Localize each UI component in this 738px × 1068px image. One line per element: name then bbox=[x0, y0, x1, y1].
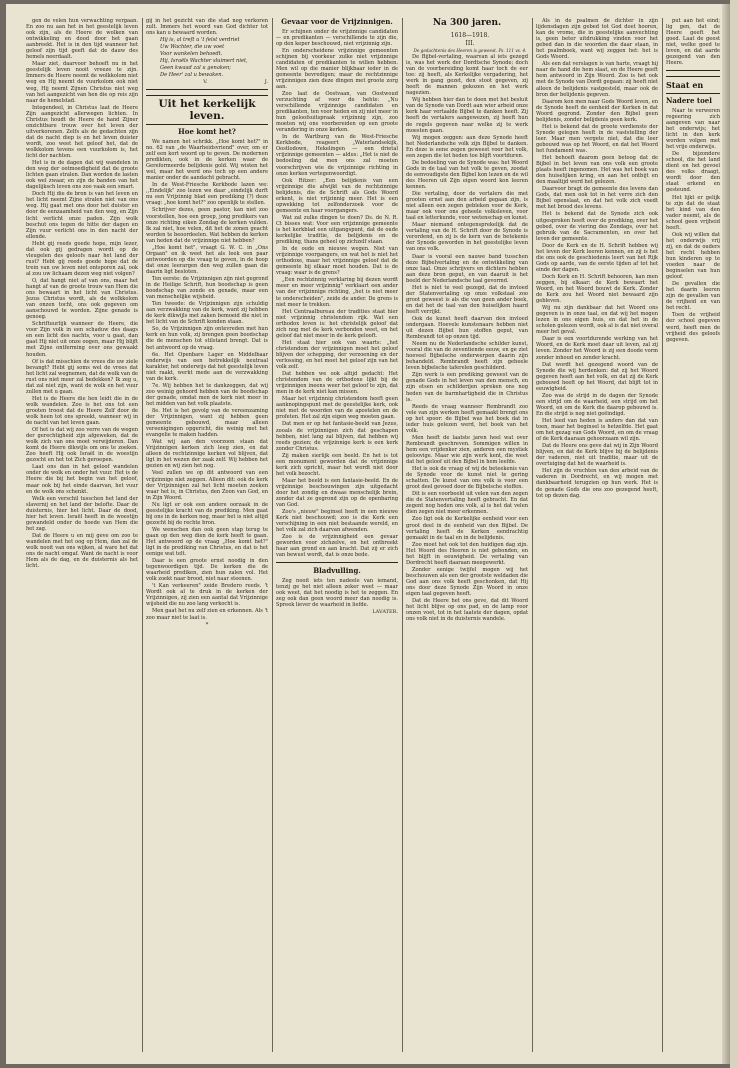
article-title-gevaar: Gevaar voor de Vrijzinnigen. bbox=[281, 18, 393, 26]
paragraph: 8e. Het is het gevolg van de vereenzaming der Vrijzinnigen, want zij hebben geen gemeente gebouwd, maar alleen vereenigingen opgericht, die weinig met het evangelie te maken hadden. bbox=[146, 407, 268, 439]
paragraph: In de Wartburg van de West-Friesche Kerkbode, reageert „Waterlandsekijk, Oostlodown, Hekelingen — een drietal vrijzinnige gemeenten — aldus: „Het is niet de bedoeling dat men ons zal moeten voorschrijven wie de vrijzinnige richting in onze kerken vertegenwoordigt. bbox=[276, 134, 398, 177]
paragraph: Dat de Heere u en mij geve om zoo te wandelen met het oog op Hem, dan zal de wolk nooit van ons wijken, al ware het dat ons de nacht omgaf. Want de nacht is voor Hem als de dag, en de duisternis als het licht. bbox=[26, 532, 138, 570]
paragraph: Dat de Heere ons geve dat wij in Zijn Woord blijven, en dat de Kerk blijve bij de belijdenis der vaderen, niet uit traditie, maar uit de overtuiging dat het de waarheid is. bbox=[536, 443, 658, 468]
intro-paragraph: gij in het gezicht van die stad nog verkoren zult. Immers het woord van God dichter tot ons kan u bewaard worden. bbox=[146, 18, 268, 37]
paragraph: put aan het eind; lig gen, dat de Heere geeft het goed. Laat de geest niet, welke goed te leven, en dat aarde gezegend van den Heere. bbox=[666, 18, 720, 67]
paragraph: Doch Kerk en H. Schrift behooren, kan men zeggen, bij elkaar; de Kerk bewaart het Woord, en het Woord bouwt de Kerk. Zonder de Kerk zou het Woord niet bewaard zijn gebleven. bbox=[536, 273, 658, 305]
paragraph: Toen de vrijheid der school gegeven werd, heeft men de vrijheid des geloofs gegeven. bbox=[666, 312, 720, 343]
paragraph: Wij nu zijn dankbaar dat het Woord ons gegeven is in onze taal, en dat wij het mogen lezen in ons eigen huis, en dat het in de scholen gelezen wordt, ook al is dat niet overal meer het geval. bbox=[536, 305, 658, 336]
column-6 bbox=[666, 18, 720, 1052]
paragraph: Welk een verschil tusschen het land der slavernij en het land der belofte. Daar de duisternis, hier het licht. Daar de dood, hier het leven. Israël heeft in de woestijn gewandeld onder de hoede van Hem die het zag. bbox=[26, 495, 138, 532]
paragraph: Dat wordt het gezegend woord van de Synode die wij herdenken: dat zij het Woord gegeven heeft aan het volk, en dat zij de Kerk gebouwd heeft op het Woord, dat blijft tot in eeuwigheid. bbox=[536, 361, 658, 392]
article-title-hoe-komt-het: Hoe komt het? bbox=[178, 127, 236, 137]
paragraph: Het is in de dagen dat wij wandelen in den weg der ootmoedigheid dat de groote lichten gaan stralen. Dan worden de lasten ook wel zwaar, en zijn de banden van het dagelijksch leven ons zoo vaak een smart. bbox=[26, 160, 138, 191]
paragraph: Hebt gij reeds goede hope, mijn lezer, dat ook gij gedragen wordt op de vleugelen des geloofs naar het land der rust? Hebt gij reeds goede hope dat de trein van uw leven niet ontsporen zal, ook al zou uw lichaam dezen weg niet volgen? bbox=[26, 240, 138, 277]
paragraph: Neem nu de Nederlandsche schilder kunst, vooral die van de zeventiende eeuw, en ge ziet hoeveel Bijbelsche onderwerpen daarin zijn behandeld. Rembrandt heeft zijn geheele leven bijbelsche taferelen geschilderd. bbox=[406, 341, 528, 372]
article-title-na-300-jaren: Na 300 jaren. bbox=[432, 18, 502, 28]
paragraph: Hij, Israëls Wachter sluimert niet, bbox=[160, 58, 248, 65]
paragraph: Men heeft de laatste jaren heel wat over Rembrandt geschreven. Sommigen willen in hem een vrijdenker zien, anderen een mystiek geloovige. Maar wie zijn werk kent, die weet dat het geloof uit den Bijbel in hem leefde. bbox=[406, 434, 528, 466]
paragraph: Door de Kerk en de H. Schrift hebben wij het leven der Kerk leeren kennen, en zij is het die ons ook de geschiedenis leert van het Rijk Gods op aarde, van de eerste tijden af tot het einde der dagen. bbox=[536, 242, 658, 273]
article-title-bladvulling: Bladvulling. bbox=[313, 566, 361, 576]
paragraph: Integendeel, in Christus laat de Heere Zijn aangezicht allerwegen lichten. In Christus houdt de Heere de hand Zijner onzichtbare trouw over het leven der uitverkorenen. Zelfs als de gedachten zijn dat de nacht diep is en het leven duister wordt, zoo weet het geloof het, dat de wolkkolom tevens een vuurkolom is, het licht der nachten. bbox=[26, 104, 138, 160]
paragraph: Daar is een groote ernst noodig in den tegenwoordigen tijd. De kerken die de waarheid prediken, zien hun zalen vol. Het volk zoekt naar brood, niet naar steenen. bbox=[146, 558, 268, 583]
column-5 bbox=[536, 18, 658, 1052]
article-title-nadere: Nadere toel bbox=[666, 96, 712, 106]
column-rule bbox=[532, 18, 533, 1052]
paragraph: De Heer' zal u bewaken. bbox=[160, 72, 224, 79]
section-title-staat: Staat en bbox=[666, 76, 720, 94]
paragraph: Men gaat het nu zelf zien en erkennen. Als 't zoo maar niet te laat is. bbox=[146, 608, 268, 621]
next-page-edge bbox=[730, 0, 738, 1068]
paragraph: Reeds de vraag wanneer Rembrandt zoo vele van zijn werken heeft gemaakt brengt ons op het spoor: de Bijbel was het boek dat in ieder huis gelezen werd, het boek van het volk. bbox=[406, 403, 528, 434]
column-2-text bbox=[146, 139, 268, 621]
paragraph: Veel zullen we op dit antwoord van een vrijzinnige niet zeggen. Alleen dit: ook de kerk der Vrijzinnigen zal het licht moeten zoeken waar het is, in Christus, den Zoon van God, en in Zijn Woord. bbox=[146, 470, 268, 501]
paragraph: Daarom kon men naar Gods Woord leven, en de Synode heeft de eenheid der Kerken in dat Woord gegrond. Zonder den Bijbel geen belijdenis, zonder belijdenis geen kerk. bbox=[536, 98, 658, 123]
column-3 bbox=[276, 18, 398, 1052]
paragraph: Het is ook de vraag of wij de beteekenis van de Synode voor de kunst niet te gering schatten. De kunst van ons volk is voor een groot deel gevoed door de Bijbelsche stoffen. bbox=[406, 466, 528, 491]
paragraph: Schriftuurlijk wanneer de Heere, die voor Zijn volk in een schaduw des daags en een licht des nachts, voor u gaat, dan gaat Hij niet uit onze oogen, maar Hij blijft met Zijne ontferming over ons gewaakt houden. bbox=[26, 321, 138, 358]
column-rule bbox=[142, 18, 143, 1052]
paragraph: Als in de psalmen de dichter in zijn lijdensdagen zijn gebed tot God doet hooren, kan de vrome, die in geestelijke aanvechting is, geen beter uitdrukking vinden voor het gebed dan in die woorden die daar staan, in het psalmboek, want wij zeggen het: het is Gods Woord. bbox=[536, 18, 658, 61]
paragraph: De gevallen die het daarin leeren zijn de gevallen van de vrijheid en van het recht. bbox=[666, 281, 720, 312]
paragraph: Daarvoor bragt de gemeente des levens dan Gods, dat men ook tot in het verre zich den Bijbel openslaat, en dat het volk zich voedt met het brood des levens. bbox=[536, 186, 658, 211]
paragraph: Het leed van heden is anders dan dat van toen, maar het beginsel is hetzelfde. Het gaat om het gezag van Gods Woord, en om de vraag of de Kerk daaraan gehoorzaam wil zijn. bbox=[536, 418, 658, 443]
article-part: III. bbox=[465, 40, 475, 47]
section-divider bbox=[146, 89, 268, 90]
section-title-kerkelijk-leven: Uit het kerkelijk leven. bbox=[146, 95, 268, 125]
paragraph: Wat zal zulke dingen te doen? Ds. de N. R. Ct bisses wat: Voor een vrijzinnige gemeente is het kerkblad een uitgangspunt, dat de oude kerkelijke traditie, de belijdenis en de prediking, thans geheel op zichzelf staan. bbox=[276, 214, 398, 246]
paragraph: So, de Vrijzinnigen zijn ontevreden met hun kerk en hun volk, zij brengen geen boodschap die de menschen tot stilstand brengt. Dat is het antwoord op de vraag. bbox=[146, 326, 268, 351]
paragraph: gen de velen hun verwachting vergaan. En zoo nu aan het in het geestelijk leven ook zijn, als de Heere de wolken van ontwikkeling en dood door het gaan aanbreekt. Het is in den tijd wanneer het geloof zijn tijd geeft dat de dauw des hemels neerdaalt. bbox=[26, 18, 138, 61]
paragraph: „Hoe komt het", vraagt G. W. C. in „Ons Orgaan" en ik weet het als leek een paar antwoorden op die vraag te geven, in de hoop dat onze leerargen den weg zullen gaan die daarin ligt besloten. bbox=[146, 244, 268, 275]
paragraph: Wat wij aan den voorzoon staan dat Vrijzinnigen kerken zich leeg zien, en dat alleen de rechtzinnige kerken vol blijven, dat ligt in het wezen der zaak zelf. Wij hebben het gezien en wij zien het nog. bbox=[146, 439, 268, 470]
paragraph: Het behoeft daarom geen betoog dat de Bijbel in het leven van ons volk een groote plaats heeft ingenomen. Het was het boek van den huiselijken kring, en aan het ontbijt en den maaltijd werd het gelezen. bbox=[536, 155, 658, 186]
paragraph: We wenschen dan ook geen stap terug te gaan op den weg dien de kerk heeft te gaan. Het antwoord op de vraag „Hoe komt het?" ligt in de prediking van Christus, en dat is het eenige wat telt. bbox=[146, 526, 268, 558]
paragraph: Dat men er op het fantasie-beeld van Jezus, zooals de vrijzinnigen zich dat geschapen hebben, niet lang zal blijven, dat hebben wij reeds gezien; de vrijzinnige kerk is een kerk zonder Christus. bbox=[276, 421, 398, 452]
section-divider bbox=[276, 562, 398, 563]
paragraph: Ook de kunst heeft daarvan den invloed ondergaan. Hoevele kunstenaars hebben niet uit dezen Bijbel hun stoffen geput, van Rembrandt tot op onzen tijd. bbox=[406, 315, 528, 341]
paragraph: Doch Hij die de bron is van het leven en het licht neemt Zijne stralen niet van ons weg. Hij gaat met ons door het duister en door de eenzaamheid van den weg, en Zijn licht verlicht onze paden. Zijn wolk beschut ons tegen de hitte der dagen en Zijn vuur verlicht ons in den nacht der ellende. bbox=[26, 191, 138, 240]
paragraph: Dat hebben we ook altijd gedacht: Het christendom van de orthodoxe lijkt bij de vrijzinnigen ineens weer het geloof te zijn, dat men in de kerk niet kan missen. bbox=[276, 371, 398, 396]
paragraph: Het is niet te veel gezegd, dat de invloed der Statenvertaling op onze volkstaal zoo groot geweest is als die van geen ander boek, en dat het de taal van den huiselijken haard heeft verrijkt. bbox=[406, 284, 528, 315]
paragraph: Geen kwaad zal u genaken; bbox=[160, 65, 231, 72]
paragraph: En onderscheidene vrijzinnige gemeenten schijnen bij voorkeur zulke niet vrijzinnige candidaten of predikanten te willen hebben. Men wil op die manier blijkbaar ieder in de gemeente bevredigen; maar de rechtzinnige vrijzinnigen zien deze dingen met groote zorg aan. bbox=[276, 47, 398, 90]
paragraph: Dat de Heere het ons geve, dat dit Woord het licht blijve op ons pad, en de lamp voor onzen voet, tot in het laatste der dagen, opdat ons volk niet in de duisternis wandele. bbox=[406, 598, 528, 623]
paragraph: De bedoeling van de Synode was: het Woord Gods in de taal van het volk te geven, zoodat de eenvoudigste den Bijbel kon lezen en de wil des Heeren uit Zijn eigen woord kon leeren kennen. bbox=[406, 159, 528, 190]
paragraph: Voor wankelen behoedt. bbox=[160, 51, 223, 58]
end-mark: * bbox=[205, 621, 209, 628]
paragraph: 6e. Het Openbare Lager en Middelbaar onderwijs van een betrekkelijk neutraal karakter, het onderwijs dat het geestelijk leven niet raakt, werkt mede aan de verzwakking van de kerk. bbox=[146, 351, 268, 382]
paragraph: Zij maken sierlijk een beeld. En het is tot een monument geworden dat de vrijzinnige kerk zich opricht, maar het wordt niet door het volk bezocht. bbox=[276, 452, 398, 477]
column-4 bbox=[406, 18, 528, 1052]
article-years: 1618—1918. bbox=[450, 32, 490, 39]
paragraph: Laat ons dan in het geloof wandelen onder de wolk en onder het vuur. Het is de Heere die bij het begin van het geloof, maar ook bij het einde daarvan, het vuur en de wolk ons schenkt. bbox=[26, 464, 138, 495]
paragraph: De Bijbel-vertaling, waarvan al iets gezegd is, was het werk der Dordtsche Synode; doch van de voorbereiding komt haar toch de eer toe: zij heeft, als Kerkelijke vergadering, het werk in gang gezet, den stoot gegeven, zij heeft de mannen gekozen en het werk nagezien. bbox=[406, 54, 528, 97]
paragraph: Maar niemand ontegensprekelijk dat de vertaling van de H. Schrift door de Synode is verordend, en zij is de kern van de betekenis der Synode geworden in het geestelijke leven van ons volk. bbox=[406, 222, 528, 253]
paragraph: Daar is vooral een nauwe band tusschen deze Bijbelvertaling en de ontwikkeling van onze taal. Onze schrijvers en dichters hebben aan deze bron geput, en van daaruit is het beeld der Nederlandsche taal gevormd. bbox=[406, 253, 528, 284]
paragraph: Maar het beeld is een fantasie-beeld. En de vrijzinnige beschouwingen zijn uitgedacht door het zondig en dwaas menschelijk brein, zonder dat ze gegrond zijn op de openbaring van God. bbox=[276, 477, 398, 509]
paragraph: Zoo was de strijd in de dagen der Synode een strijd om de waarheid, een strijd om het Woord, en om de Kerk die daarop gebouwd is. En die strijd is nog niet geëindigd. bbox=[536, 392, 658, 417]
paragraph: Schrijver dezes, geen pastor, kan niet zoo voorstellen, hoe een groep, jong predikers van onze richting eiken Zondag de kerken vulden. Ik zal niet, hoe velen, dit het de zonen geacht worden te beoordeelen. Wat hebben de kerken van heden dat de vrijzinnige niet hebben? bbox=[146, 207, 268, 244]
column-6-top-text bbox=[666, 18, 720, 66]
paragraph: Die vertaling, door de vertalers die met grooten ernst aan den arbeid gegaan zijn, is niet alleen een zegen gebleken voor de Kerk, maar ook voor ons geheele volksleven, voor taal en letterkunde, voor wetenschap en kunst. bbox=[406, 191, 528, 222]
paragraph: Het is de Heere die hen leidt die in de wolk wandelen. Zoo is het ons tot een grooten troost dat de Heere Zelf door de wolk heen tot ons spreekt, wanneer wij in de nacht van het leven gaan. bbox=[26, 395, 138, 427]
bladvulling-text: Zeg nooit iets ten nadeele van iemand, tenzij ge het niet alleen zeker weet — maar ook weet, dat het noodig is het te zeggen. En zeg ook dan geen woord meer dan noodig is. Spreek liever de waarheid in liefde. bbox=[276, 577, 398, 609]
paragraph: Er schijnen onder de vrijzinnige candidaten — en predikanten — verschillende te zijn die, op den keper beschouwd, niet vrijzinnig zijn. bbox=[276, 28, 398, 47]
paragraph: Wij hebben hier dan te doen met het besluit van de Synode van Dordt aan wier arbeid onze kerk haar vertaalde Bijbel te danken heeft. Zij heeft de vertalers aangewezen, zij heeft hun de regels gegeven naar welke zij te werk moesten gaan. bbox=[406, 97, 528, 134]
paragraph: Of is dat misschien de vrees die uw ziele bevangt? Hebt gij soms wel de vrees dat het licht zal wegnemen, dat de wolk van de rust ons niet meer zal bedekken? Ik zeg u, dat zal niet zijn, want de wolk en het vuur zullen met u gaan. bbox=[26, 358, 138, 395]
paragraph: Zonder eenige twijfel mogen wij het beschouwen als een der grootste weldaden die God aan ons volk heeft geschonken, dat Hij ons door deze Synode Zijn Woord in onze eigen taal gegeven heeft. bbox=[406, 566, 528, 598]
paragraph: Ook Ritzer: „Een belijdenis van een vrijzinnige die afwijkt van de rechtzinnige belijdenis, die de Schrift als Gods Woord erkent, is niet vrijzinnig meer. Het is een opwekking tot zelfonderzoek voor de gemeente en haar voorgangers. bbox=[276, 177, 398, 214]
paragraph: Uw Wachter, die uw voet bbox=[160, 44, 225, 51]
column-1-text bbox=[26, 18, 138, 569]
newspaper-page bbox=[6, 4, 730, 1064]
paragraph: Het zijn de vruchten van den arbeid van de vaderen in Dordrecht, en wij mogen met dankbaarheid terugzien op hun werk. Het is de genade Gods die ons zoo gezegend heeft, tot op dezen dag. bbox=[536, 468, 658, 499]
paragraph: Of het is dat wij zoo verre van de wegen der gerechtigheid zijn afgeweken, dat de wolk zich van ons moet verwijderen. Dan komt de Heere dikwijls om ons te zoeken. Zoo heeft Hij ook Israël in de woestijn gezocht en het tot Zich geroepen. bbox=[26, 427, 138, 464]
column-rule bbox=[272, 18, 273, 1052]
page-fold bbox=[722, 4, 730, 1064]
paragraph: Ten tweede: de Vrijzinnigen zijn schuldig aan verzwakking van de kerk, want zij hebben de kerk dikwijls met zaken bemoeid die niet in het licht van de Schrift konden staan. bbox=[146, 301, 268, 326]
paragraph: Zoo's „nieuw" beginsel heeft in een nieuwe Kerk niet beschouwd; zoo is die Kerk een verschijning in een niet bestaande wereld, en het volk zal zich daarvan afwenden. bbox=[276, 509, 398, 534]
paragraph: Naar te verweren regeering zich aangeven van naar het onderwijs; het licht in den kerk worden volgen met het vrije onderwijs. bbox=[666, 107, 720, 151]
column-3-text bbox=[276, 29, 398, 559]
poem bbox=[146, 37, 268, 78]
paragraph: Het Centraalbureau der tradities staat hier niet vrijzinnig christendom rijk. Wat een orthodox leven is: het christelijk geloof dat zich nog met de kerk verbonden weet, en het geloof dat niet meer in de kerk gelooft. bbox=[276, 308, 398, 339]
paragraph: 't Kan verkeeren" zeide Bredero reeds. 't Wordt ook al te druk in de kerken der Vrijzinnigen, zij zien een aantal dat Vrijzinnige wijsheid die nu zoo lang verkocht is. bbox=[146, 583, 268, 608]
paragraph: Wij mogen zeggen: aan deze Synode heeft het Nederlandsche volk zijn Bijbel te danken. En deze is eene zegen geweest voor het volk, een zegen die tot heden toe blijft voortduren. bbox=[406, 134, 528, 159]
paragraph: 7e. Wij hebben het te dankzeggen, dat wij zoo weinig gehoord hebben van de boodschap der genade, omdat men de kerk niet meer in het midden van het volk plaatste. bbox=[146, 382, 268, 407]
paragraph: O, dat hangt niet af van ons, maar het hangt af van de groote trouw van Hem die ons bewaart in het licht van Christus. Jezus Christus wordt, als de wolkkolom van onzen tocht, ons ook gegeven om aanschouwd te worden. Zijne genade is genoeg. bbox=[26, 277, 138, 321]
column-rule bbox=[402, 18, 403, 1052]
article-note: De gedachtenis des Heeren is geweest. Ps. 111 vs. 4. bbox=[413, 48, 527, 53]
paragraph: In de West-Friesche Kerkbode lazen we: ,,Eindelijk" zoo lezen we daar „eindelijk durft nu een Vrijzinnig blad een prediking (?) deze vraag: „hoe komt het?" zoo openlijk te stellen. bbox=[146, 182, 268, 207]
paragraph: Nu ligt er ook een andere oorzaak in de geestelijke kracht van de prediking. Men gaat bij ons in de kerken nog, maar het is niet altijd gezocht bij de rechte bron. bbox=[146, 501, 268, 526]
paragraph: Het is bekend dat de Synode zich ook uitgesproken heeft over de prediking, over het gebed, over de viering des Zondags, over het gebruik van de Sacramenten, en over het leven der gemeente. bbox=[536, 211, 658, 242]
paragraph: Ook wij willen dat het onderwijs vrij zij, en dat de ouders het recht hebben hun kinderen op te voeden naar de beginselen van hun geloof. bbox=[666, 231, 720, 281]
bladvulling-signature: LAVATER. bbox=[372, 609, 398, 616]
column-1 bbox=[26, 18, 138, 1052]
paragraph: Hij is, al treft u 't felst verdriet bbox=[160, 37, 240, 44]
paragraph: Zoo ligt ook de Kerkelijke eenheid voor een groot deel in de eenheid van den Bijbel. De vertaling heeft de Kerken eendrachtig gemaakt in de taal en in de belijdenis. bbox=[406, 516, 528, 541]
paragraph: Daar is een voortdurende werking van het Woord, en de Kerk moet daar uit leven, zal zij leven. Zonder het Woord is zij een doode vorm zonder inhoud en zonder kracht. bbox=[536, 336, 658, 361]
column-rule bbox=[662, 18, 663, 1052]
paragraph: Maar het vrijzinnig christendom heeft geen aanknopingspunt met de geestelijke kerk, ook niet met de woorden van de apostelen en de profeten. Het zal zijn eigen weg moeten gaan. bbox=[276, 396, 398, 421]
paragraph: Maar ziet, daarvoor behoeft nu in het geestelijk leven nooit vreeze te zijn. Immers de Heere neemt de wolkkolom niet weg en Hij neemt de vuurkolom ook niet weg, Hij neemt Zijnen Christus niet weg van het aangezicht van hen die op reis zijn naar de hemelstad. bbox=[26, 61, 138, 104]
paragraph: Zoo moet het ook tot den huidigen dag zijn. Het Woord des Heeren is niet gebonden, en het blijft in eeuwigheid. De vertaling van Dordrecht heeft daaraan meegewerkt. bbox=[406, 541, 528, 566]
paragraph: Dit is een voorbeeld uit velen van den zegen die de Statenvertaling heeft gebracht. En dat zegent nog heden ons volk, al is het dat velen dien zegen niet meer erkennen. bbox=[406, 491, 528, 516]
paragraph: We namen het schrikk. „Hoe komt het?" in no. 62 van „de Waarheidsvriend" over, om er zelf een kort woord op te geven. De modernen predikten, ook in de kerken waar de Gereformeerde belijdenis gold. Wij wisten het wel, maar het werd ons toch op een andere manier onder de aandacht gebracht. bbox=[146, 138, 268, 182]
paragraph: Als een dat verslagen is van harte, vraagt hij naar de hand die hem slaat, en de Heere geeft hem antwoord in Zijn Woord. Zoo is het ook met de Synode van Dordt gegaan: zij heeft niet alleen de belijdenis vastgesteld, maar ook de bron der belijdenis gegeven. bbox=[536, 61, 658, 98]
paragraph: Het lijkt er gelijk te zijn dat de staat het kind van den vader neemt, als de school geen vrijheid heeft. bbox=[666, 194, 720, 231]
paragraph: De bijzondere school, die het land dient en het gevoel des volks draagt, wordt door den staat erkend en gesteund. bbox=[666, 151, 720, 194]
paragraph: Het is bekend dat de groote verdienste der Synode gelegen heeft in de vaststelling der leer. Maar men vergete niet, dat die leer gebouwd was op het Woord, en dat het Woord het fundament was. bbox=[536, 123, 658, 154]
paragraph: Zoo is de vrijzinnigheid een gevaar geworden voor zichzelve, en het ontbreekt haar aan grond en aan kracht. Dat zij er zich van bewust wordt, dat is onze bede. bbox=[276, 534, 398, 559]
paragraph: In de oude en nieuwe wegen. Niet van vrijzinnige voorgangers, en wat het is niet het orthodoxe, maar het vrijzinnige geloof dat de gemeente bij elkaar moet houden. Dat is de vraag: waar is de grens? bbox=[276, 246, 398, 277]
paragraph: Zijn werk is een prediking geweest van de genade Gods in het leven van den mensch, en zijn etsen en schilderijen spreken ons nog heden van de barmhartigheid die in Christus is. bbox=[406, 372, 528, 403]
section-divider bbox=[666, 70, 720, 71]
column-2 bbox=[146, 18, 268, 1052]
paragraph: Zoo laat de Oostvaan, van Oostwoud verzuchting af voor de hehte: „Nu verschillende vrijzinnige candidaten en predikanten, ten voor heden en zij niet meer in hun geloofsuitspraak vrijzinnig zijn, zoo moeten wij ons voorbereiden op een groote verandering in onze kerken. bbox=[276, 90, 398, 134]
column-4-text bbox=[406, 54, 528, 622]
poem-signature: V. J. bbox=[203, 79, 268, 86]
paragraph: Het staat hier ook van waarts: „het christendom der vrijzinnigen moet het geloof blijven der schepping, der verzoening en der verlossing, en het moet het geloof zijn van het volk zelf. bbox=[276, 339, 398, 371]
paragraph: Ten eerste: de Vrijzinnigen zijn niet gegrond in de Heilige Schrift, hun boodschap is geen boodschap van zonde en genade, maar een van menschelijke wijsheid. bbox=[146, 276, 268, 301]
paragraph: „Een rechtzinnig verklaring bij dezen wordt meer en meer vrijzinnig" verklaart een ander van der vrijzinnige richting, „het is niet meer te onderscheiden", zeide de ander. De grens is niet meer te trekken. bbox=[276, 277, 398, 308]
column-6-text bbox=[666, 108, 720, 343]
column-5-text bbox=[536, 18, 658, 499]
